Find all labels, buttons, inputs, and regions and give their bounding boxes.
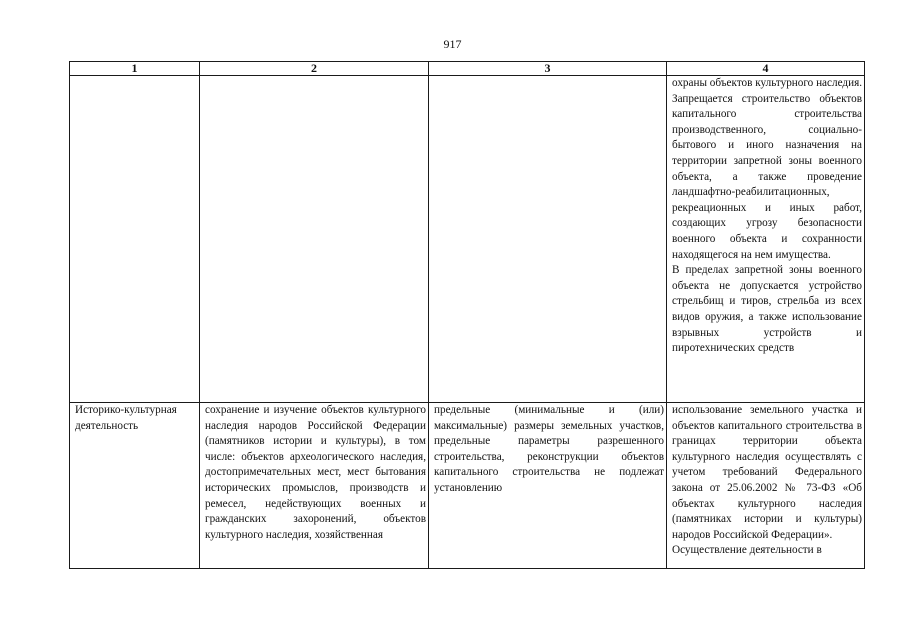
document-table bbox=[69, 61, 865, 569]
restrictions-paragraph: Осуществление деятельности в bbox=[672, 544, 822, 557]
table-header-row bbox=[70, 62, 865, 76]
activity-description-cell: сохранение и изучение объектов культурного наследия народов Российской Федерации (памятников истории и культуры), в том числе: объектов археологического наследия, достопримечательных мест, мест бытования исторических промыслов, производств и ремесел, недействующих военных и гражданских захоронений, объектов культурного наследия, хозяйственная bbox=[200, 403, 429, 569]
column-header-1: 1 bbox=[70, 62, 200, 76]
parameters-cell: предельные (минимальные и (или) максимальные) размеры земельных участков, предельные параметры разрешенного строительства, реконструкции объектов капитального строительства не подлежат установлению bbox=[429, 403, 667, 569]
column-header-3: 3 bbox=[429, 62, 667, 76]
row1-col3-cell bbox=[429, 76, 667, 403]
page-number: 917 bbox=[443, 37, 462, 51]
column-header-4: 4 bbox=[667, 62, 865, 76]
column-header-2: 2 bbox=[200, 62, 429, 76]
row1-col2-cell bbox=[200, 76, 429, 403]
restrictions-paragraph: использование земельного участка и объектов капитального строительства в границах территории объекта культурного наследия осуществлять с учетом требований Федерального закона от 25.06.2002 № 73-ФЗ «Об объектах культурного наследия (памятниках истории и культуры) народов Российской Федерации». bbox=[672, 404, 862, 541]
table-row bbox=[70, 403, 865, 569]
row1-col4-paragraph: Запрещается строительство объектов капитального строительства производственного, социально-бытового и иного назначения на территории запретной зоны военного объекта, а также проведение ландшафтно-реабилитационных, рекреационных и иных работ, создающих угрозу безопасности военного объекта и сохранности находящегося на нем имущества. bbox=[672, 92, 862, 261]
table-row bbox=[70, 76, 865, 403]
activity-type-cell: Историко-культурная деятельность bbox=[70, 403, 200, 569]
row1-col4-cell bbox=[667, 76, 865, 403]
row1-col4-paragraph: охраны объектов культурного наследия. bbox=[672, 77, 863, 89]
row1-col1-cell bbox=[70, 76, 200, 403]
restrictions-cell bbox=[667, 403, 865, 569]
row1-col4-paragraph: В пределах запретной зоны военного объекта не допускается устройство стрельбищ и тиров, стрельба из всех видов оружия, а также использование взрывных устройств и пиротехнических средств bbox=[672, 264, 862, 355]
